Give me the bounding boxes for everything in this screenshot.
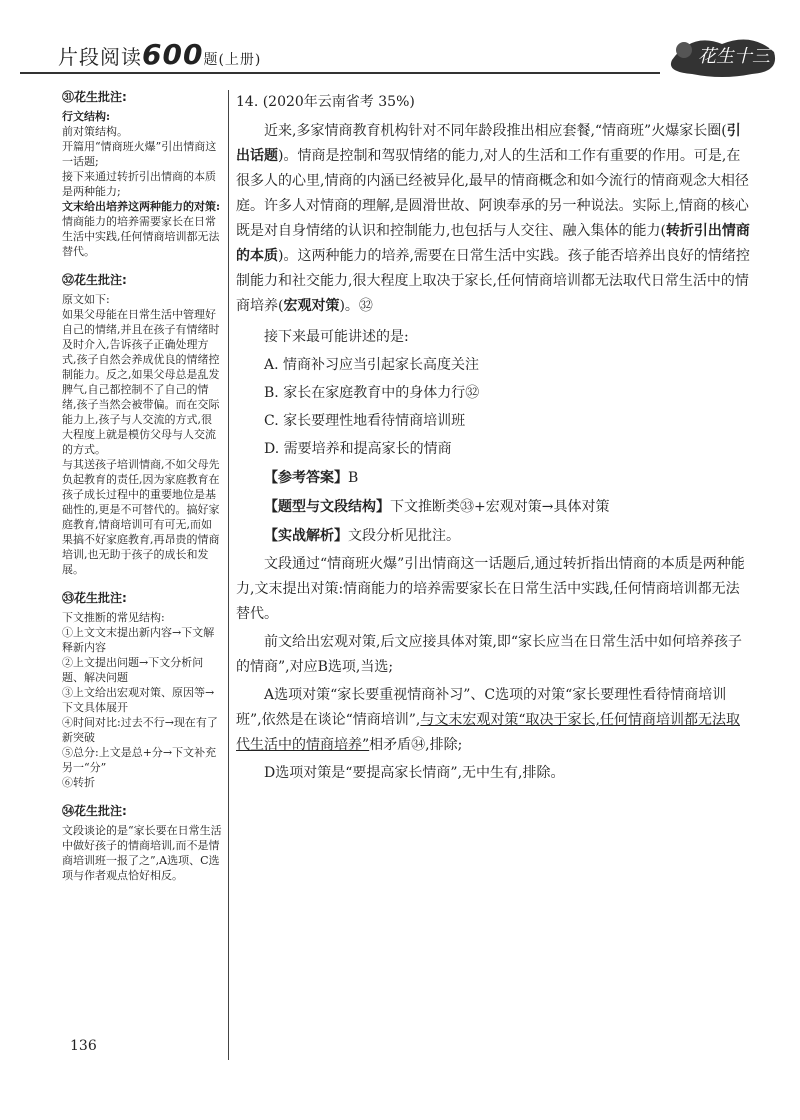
book-title <box>58 38 261 71</box>
annotation-line: 情商能力的培养需要家长在日常生活中实践,任何情商培训都无法替代。 <box>62 215 220 258</box>
passage-part: 近来,多家情商教育机构针对不同年龄段推出相应套餐,“情商班”火爆家长圈( <box>264 123 727 139</box>
option-d: D. 需要培养和提高家长的情商 <box>264 441 452 457</box>
type-label: 【题型与文段结构】 <box>264 499 390 515</box>
analysis-paragraph-a <box>236 683 751 758</box>
annotation-line: ①上文文末提出新内容→下文解释新内容 <box>62 626 215 654</box>
annotation-line: 开篇用“情商班火爆”引出情商这一话题; <box>62 140 217 168</box>
annotation-line: 文末给出培养这两种能力的对策: <box>62 200 221 213</box>
analysis-a-end: 相矛盾㉞,排除; <box>369 737 463 753</box>
passage-part: )。㉜ <box>339 298 373 314</box>
type-value: 下文推断类㉝+宏观对策→具体对策 <box>390 499 610 515</box>
annotation-note <box>62 591 222 790</box>
analysis-a-text: A选项对策“家长要重视情商补习”、C选项的对策“家长要理性看待情商培训班”,依然是在谈论“情商培训”, <box>236 687 727 728</box>
answer-line <box>236 466 751 491</box>
answer-label: 【参考答案】 <box>264 470 348 486</box>
annotation-line: 前对策结构。 <box>62 125 128 138</box>
book-title-suffix: 题 <box>203 52 219 68</box>
book-title-text: 片段阅读 <box>58 45 142 69</box>
annotation-line: ②上文提出问题→下文分析问题、解决问题 <box>62 656 204 684</box>
header-rule <box>20 72 660 74</box>
annotation-line: 与其送孩子培训情商,不如父母先负起教育的责任,因为家庭教育在孩子成长过程中的重要地位是基础性的,更是不可替代的。搞好家庭教育,情商培训可有可无,而如果搞不好家庭教育,再昂贵的情商培训,也无助于孩子的成长和发展。 <box>62 458 220 576</box>
annotation-line: 原文如下: <box>62 293 110 306</box>
annotation-line: 文段谈论的是“家长要在日常生活中做好孩子的情商培训,而不是情商培训班一报了之”,A选项、C选项与作者观点恰好相反。 <box>62 824 222 882</box>
annotation-title: ㉝花生批注: <box>62 591 127 605</box>
annotation-line: 下文推断的常见结构: <box>62 611 165 624</box>
book-volume: (上册) <box>218 52 262 68</box>
annotation-line: 接下来通过转折引出情商的本质是两种能力; <box>62 170 216 198</box>
highlight-note: 宏观对策 <box>283 298 340 314</box>
answer-value: B <box>348 470 359 486</box>
annotation-line: ⑤总分:上文是总+分→下文补充另一“分” <box>62 746 217 774</box>
annotation-title: ㉛花生批注: <box>62 90 127 104</box>
logo-text: 花生十三 <box>698 46 770 67</box>
column-divider <box>228 90 229 1060</box>
type-line <box>236 495 751 520</box>
analysis-line <box>236 524 751 549</box>
analysis-paragraph: 文段通过“情商班火爆”引出情商这一话题后,通过转折指出情商的本质是两种能力,文末提出对策:情商能力的培养需要家长在日常生活中实践,任何情商培训都无法替代。 <box>236 556 745 622</box>
option-a: A. 情商补习应当引起家长高度关注 <box>264 357 480 373</box>
analysis-paragraph-d: D选项对策是“要提高家长情商”,无中生有,排除。 <box>264 765 565 781</box>
annotation-line: 行文结构: <box>62 110 111 123</box>
passage-part: )。这两种能力的培养,需要在日常生活中实践。孩子能否培养出良好的情绪控制能力和社交能力,很大程度上取决于家长,任何情商培训都无法取代日常生活中的情商培养( <box>236 248 750 314</box>
page-number: 136 <box>70 1038 97 1054</box>
annotation-line: ③上文给出宏观对策、原因等→下文具体展开 <box>62 686 215 714</box>
question-prompt: 接下来最可能讲述的是: <box>264 329 409 345</box>
option-c: C. 家长要理性地看待情商培训班 <box>264 413 466 429</box>
analysis-a-underlined: 与文末宏观对策“取决于家长,任何情商培训都无法取代生活中的情商培养” <box>236 712 740 753</box>
question-column <box>236 90 751 789</box>
annotation-note <box>62 273 222 577</box>
annotation-title: ㉜花生批注: <box>62 273 127 287</box>
annotation-note <box>62 804 222 883</box>
highlight-note: 转折引出情商的本质 <box>236 223 750 264</box>
annotation-sidebar <box>62 90 222 897</box>
annotation-line: 如果父母能在日常生活中管理好自己的情绪,并且在孩子有情绪时及时介入,告诉孩子正确处理方式,孩子自然会养成优良的情绪控制能力。反之,如果父母总是乱发脾气,自己都控制不了自己的情绪,孩子当然会被带偏。而在交际能力上,孩子与人交流的方式,很大程度上就是模仿父母与人交流的方式。 <box>62 308 220 456</box>
analysis-value: 文段分析见批注。 <box>348 528 460 544</box>
analysis-label: 【实战解析】 <box>264 528 348 544</box>
highlight-note: 引出话题 <box>236 123 741 164</box>
annotation-line: ⑥转折 <box>62 776 95 789</box>
option-b: B. 家长在家庭教育中的身体力行㉜ <box>264 385 480 401</box>
book-title-number: 600 <box>142 38 204 71</box>
question-header: 14. (2020年云南省考 35%) <box>236 94 415 110</box>
annotation-title: ㉞花生批注: <box>62 804 127 818</box>
passage-part: )。情商是控制和驾驭情绪的能力,对人的生活和工作有重要的作用。可是,在很多人的心里,情商的内涵已经被异化,最早的情商概念和如今流行的情商观念大相径庭。许多人对情商的理解,是圆滑世故、阿谀奉承的另一种说法。实际上,情商的核心既是对自身情绪的认识和控制能力,也包括与人交往、融入集体的能力( <box>236 148 749 239</box>
analysis-paragraph: 前文给出宏观对策,后文应接具体对策,即“家长应当在日常生活中如何培养孩子的情商”,对应B选项,当选; <box>236 634 743 675</box>
page-header <box>0 0 800 80</box>
question-passage <box>236 119 751 319</box>
annotation-line: ④时间对比:过去不行→现在有了新突破 <box>62 716 218 744</box>
annotation-note <box>62 90 222 259</box>
